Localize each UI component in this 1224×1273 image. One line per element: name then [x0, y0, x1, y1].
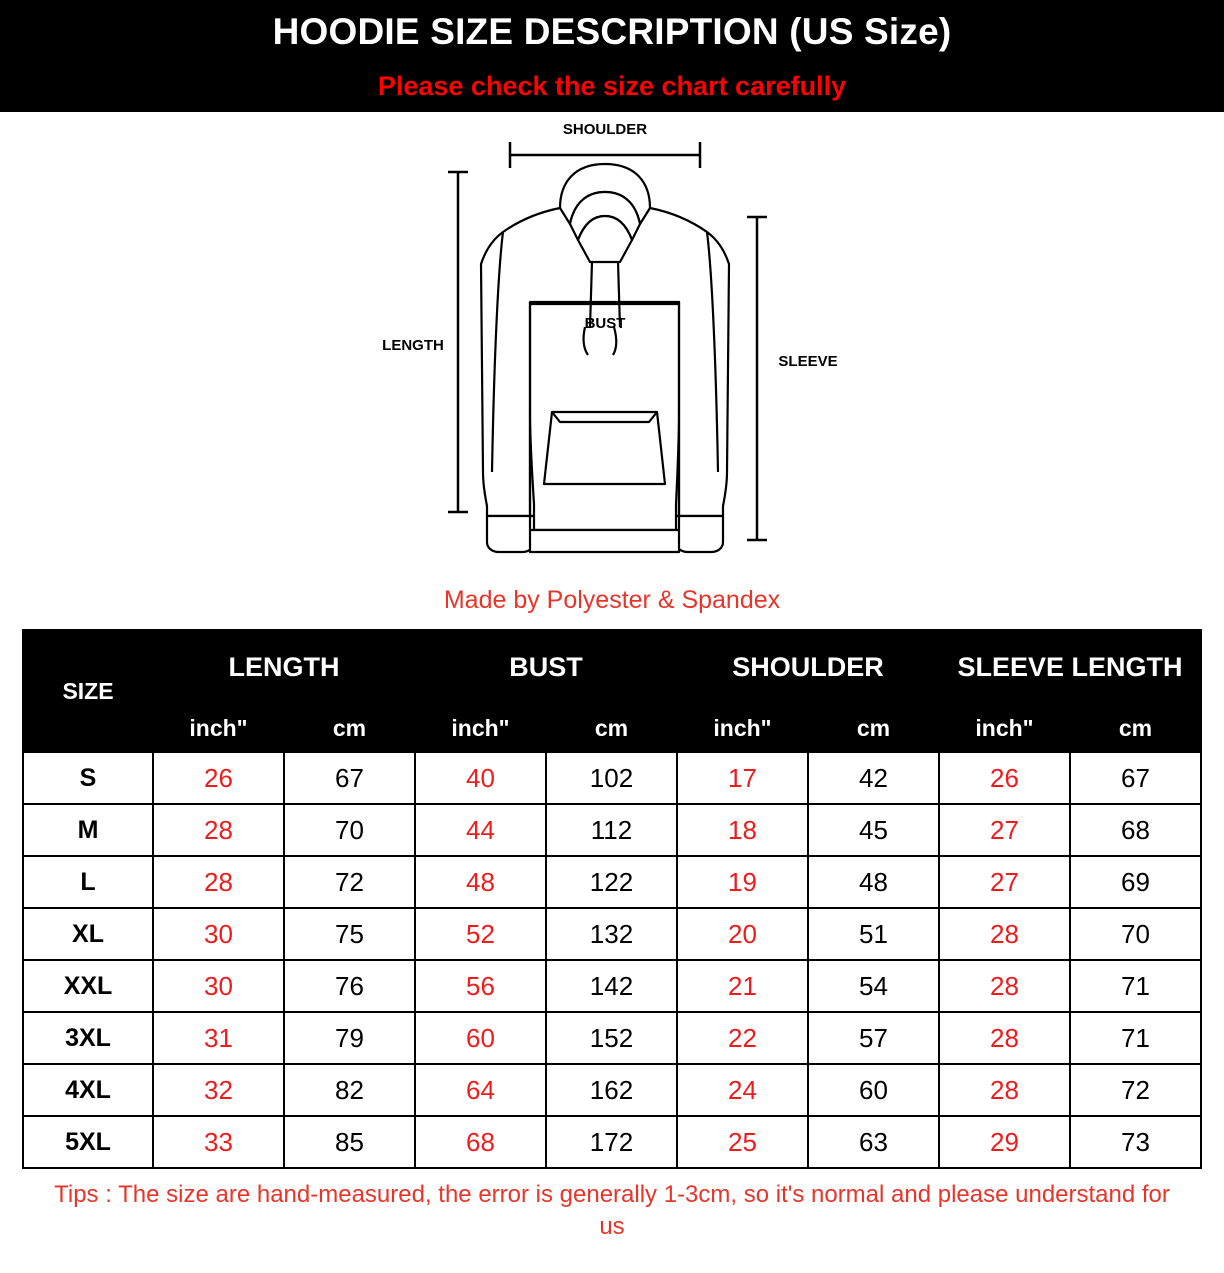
- cell-inch: 64: [415, 1064, 546, 1116]
- cell-inch: 29: [939, 1116, 1070, 1168]
- shoulder-label: SHOULDER: [562, 121, 648, 138]
- hoodie-diagram: [0, 112, 1224, 582]
- table-row: [23, 1116, 1201, 1168]
- cell-cm: 172: [546, 1116, 677, 1168]
- table-row: [23, 856, 1201, 908]
- cell-cm: 51: [808, 908, 939, 960]
- unit-header-length-cm: cm: [284, 704, 415, 752]
- cell-inch: 48: [415, 856, 546, 908]
- unit-header-bust-inch: inch": [415, 704, 546, 752]
- cell-inch: 28: [939, 960, 1070, 1012]
- cell-size: XXL: [23, 960, 153, 1012]
- cell-inch: 31: [153, 1012, 284, 1064]
- sleeve-label: SLEEVE: [778, 353, 838, 370]
- cell-cm: 162: [546, 1064, 677, 1116]
- cell-inch: 20: [677, 908, 808, 960]
- cell-inch: 32: [153, 1064, 284, 1116]
- cell-inch: 26: [939, 752, 1070, 804]
- cell-cm: 132: [546, 908, 677, 960]
- cell-cm: 63: [808, 1116, 939, 1168]
- cell-inch: 40: [415, 752, 546, 804]
- cell-inch: 19: [677, 856, 808, 908]
- size-table-body: [23, 752, 1201, 1168]
- cell-size: 4XL: [23, 1064, 153, 1116]
- cell-inch: 27: [939, 856, 1070, 908]
- cell-cm: 71: [1070, 960, 1201, 1012]
- cell-cm: 70: [1070, 908, 1201, 960]
- unit-header-shoulder-cm: cm: [808, 704, 939, 752]
- cell-cm: 69: [1070, 856, 1201, 908]
- column-header-size: SIZE: [23, 630, 153, 752]
- cell-size: 3XL: [23, 1012, 153, 1064]
- cell-inch: 28: [939, 908, 1070, 960]
- size-table-head: [23, 630, 1201, 752]
- cell-size: S: [23, 752, 153, 804]
- unit-header-bust-cm: cm: [546, 704, 677, 752]
- column-header-shoulder: SHOULDER: [677, 630, 939, 704]
- cell-cm: 82: [284, 1064, 415, 1116]
- cell-cm: 72: [284, 856, 415, 908]
- cell-cm: 67: [1070, 752, 1201, 804]
- size-table-container: [0, 629, 1224, 1169]
- cell-cm: 85: [284, 1116, 415, 1168]
- unit-header-sleeve-inch: inch": [939, 704, 1070, 752]
- cell-inch: 28: [153, 804, 284, 856]
- cell-inch: 68: [415, 1116, 546, 1168]
- cell-inch: 21: [677, 960, 808, 1012]
- cell-cm: 79: [284, 1012, 415, 1064]
- material-caption: Made by Polyester & Spandex: [443, 586, 781, 614]
- cell-inch: 18: [677, 804, 808, 856]
- cell-inch: 17: [677, 752, 808, 804]
- cell-cm: 122: [546, 856, 677, 908]
- cell-cm: 73: [1070, 1116, 1201, 1168]
- cell-inch: 33: [153, 1116, 284, 1168]
- column-header-sleeve-length: SLEEVE LENGTH: [939, 630, 1201, 704]
- cell-cm: 152: [546, 1012, 677, 1064]
- cell-inch: 52: [415, 908, 546, 960]
- cell-cm: 60: [808, 1064, 939, 1116]
- cell-cm: 75: [284, 908, 415, 960]
- cell-inch: 44: [415, 804, 546, 856]
- bust-label: BUST: [584, 315, 626, 332]
- page-subtitle: Please check the size chart carefully: [0, 64, 1224, 112]
- unit-header-row: [23, 704, 1201, 752]
- cell-inch: 26: [153, 752, 284, 804]
- cell-cm: 76: [284, 960, 415, 1012]
- unit-header-shoulder-inch: inch": [677, 704, 808, 752]
- cell-cm: 57: [808, 1012, 939, 1064]
- column-header-length: LENGTH: [153, 630, 415, 704]
- unit-header-length-inch: inch": [153, 704, 284, 752]
- cell-inch: 56: [415, 960, 546, 1012]
- cell-inch: 60: [415, 1012, 546, 1064]
- cell-inch: 28: [939, 1064, 1070, 1116]
- cell-inch: 22: [677, 1012, 808, 1064]
- size-table: [22, 629, 1202, 1169]
- hoodie-illustration-svg: [0, 112, 1224, 582]
- cell-cm: 102: [546, 752, 677, 804]
- cell-size: XL: [23, 908, 153, 960]
- table-row: [23, 752, 1201, 804]
- cell-inch: 28: [939, 1012, 1070, 1064]
- unit-header-sleeve-cm: cm: [1070, 704, 1201, 752]
- cell-inch: 30: [153, 960, 284, 1012]
- sleeve-measure-line: [747, 217, 767, 540]
- cell-inch: 27: [939, 804, 1070, 856]
- length-measure-line: [448, 172, 468, 512]
- page-title: HOODIE SIZE DESCRIPTION (US Size): [0, 0, 1224, 64]
- tips-note: Tips : The size are hand-measured, the error is generally 1-3cm, so it's normal and please understand for us: [54, 1181, 1170, 1241]
- cell-size: L: [23, 856, 153, 908]
- table-row: [23, 908, 1201, 960]
- cell-inch: 28: [153, 856, 284, 908]
- length-label: LENGTH: [382, 337, 444, 354]
- column-header-bust: BUST: [415, 630, 677, 704]
- cell-size: 5XL: [23, 1116, 153, 1168]
- cell-size: M: [23, 804, 153, 856]
- cell-cm: 70: [284, 804, 415, 856]
- cell-inch: 24: [677, 1064, 808, 1116]
- group-header-row: [23, 630, 1201, 704]
- table-row: [23, 960, 1201, 1012]
- cell-cm: 71: [1070, 1012, 1201, 1064]
- cell-cm: 112: [546, 804, 677, 856]
- cell-inch: 25: [677, 1116, 808, 1168]
- cell-cm: 67: [284, 752, 415, 804]
- table-row: [23, 1064, 1201, 1116]
- cell-cm: 142: [546, 960, 677, 1012]
- cell-cm: 54: [808, 960, 939, 1012]
- table-row: [23, 1012, 1201, 1064]
- cell-cm: 45: [808, 804, 939, 856]
- table-row: [23, 804, 1201, 856]
- cell-cm: 48: [808, 856, 939, 908]
- cell-cm: 68: [1070, 804, 1201, 856]
- cell-cm: 42: [808, 752, 939, 804]
- cell-inch: 30: [153, 908, 284, 960]
- cell-cm: 72: [1070, 1064, 1201, 1116]
